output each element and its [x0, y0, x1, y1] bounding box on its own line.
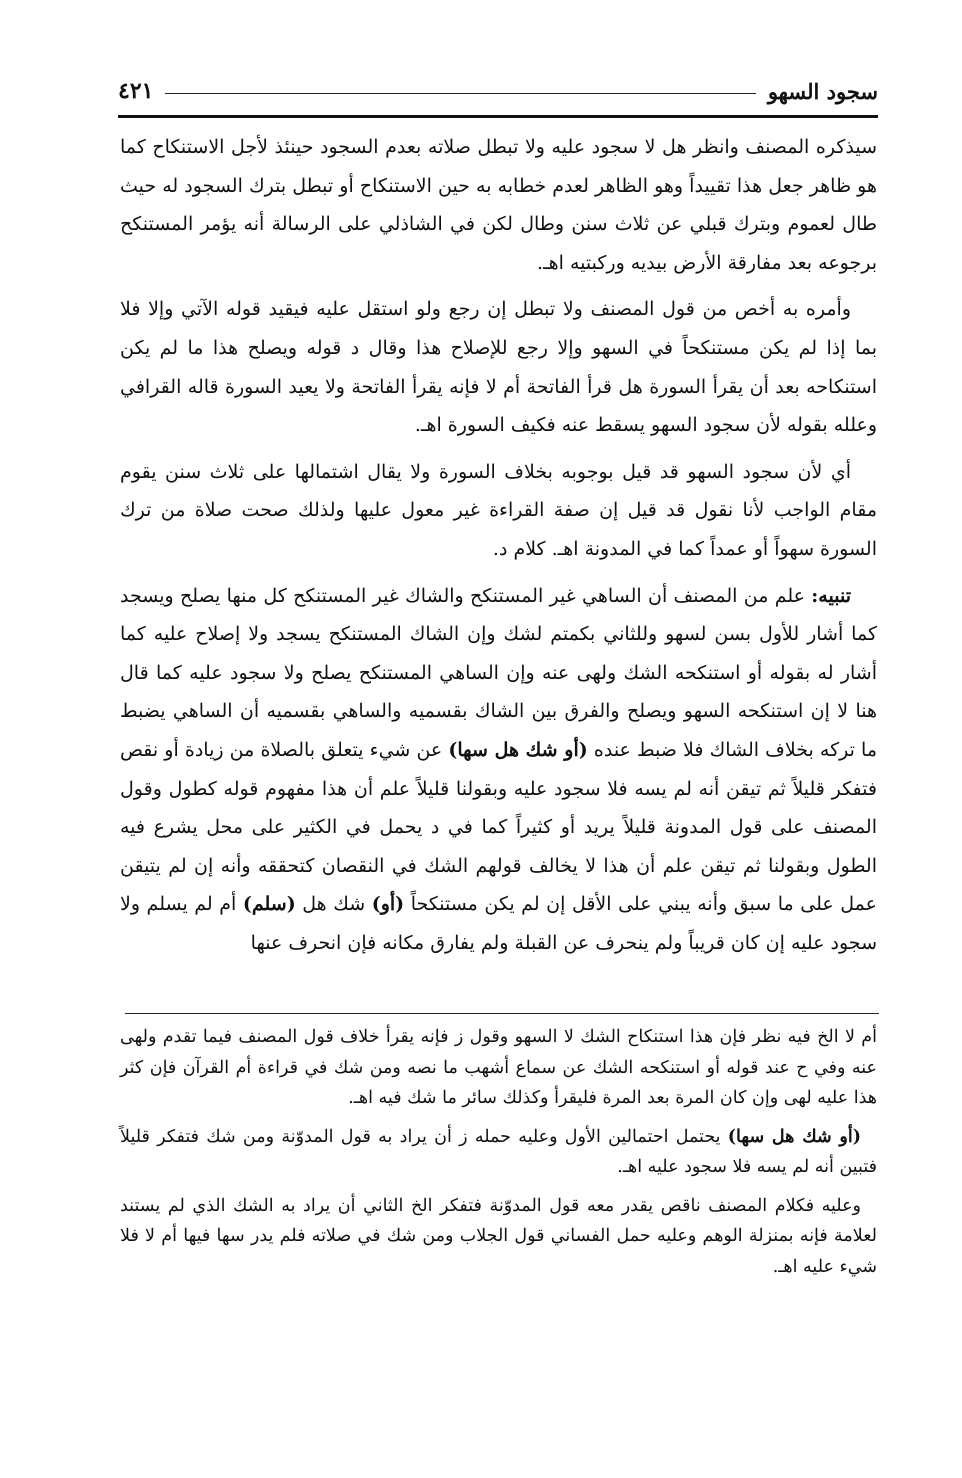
- paragraph-4-text-c: شك هل: [295, 893, 372, 916]
- main-text: [120, 128, 877, 970]
- paragraph-1: سيذكره المصنف وانظر هل لا سجود عليه ولا تبطل صلاته بعدم السجود حينئذ لأجل الاستنكاح كما هو ظاهر جعل هذا تقييداً وهو الظاهر لعدم خطابه به حين الاستنكاح أو تبطل بترك السجود له حيث طال لعموم وبترك قبلي عن ثلاث سنن وطال لكن في الشاذلي على الرسالة أنه يؤمر المستنكح برجوعه بعد مفارقة الأرض بيديه وركبتيه اهـ.: [120, 136, 877, 274]
- paragraph-3: أي لأن سجود السهو قد قيل بوجوبه بخلاف السورة ولا يقال اشتمالها على ثلاث سنن يقوم مقام الواجب لأنا نقول قد قيل إن صفة القراءة غير معول عليها ولذلك صحت صلاة من ترك السورة سهواً أو عمداً كما في المدونة اهـ. كلام د.: [120, 460, 877, 560]
- paragraph-4-text-d: أم لم يسلم ولا سجود عليه إن كان قريباً ولم ينحرف عن القبلة ولم يفارق مكانه فإن انحرف عنها: [120, 893, 877, 954]
- running-header: [118, 74, 878, 108]
- footnote-2-text: يحتمل احتمالين الأول وعليه حمله ز أن يراد به قول المدوّنة ومن شك فتفكر قليلاً فتبين أنه لم يسه فلا سجود عليه اهـ.: [120, 1126, 877, 1177]
- paragraph-4-text-b: عن شيء يتعلق بالصلاة من زيادة أو نقص فتفكر قليلاً ثم تيقن أنه لم يسه فلا سجود عليه وبقولنا قليلاً علم أن هذا مفهوم قوله كطول وقول المصنف على قول المدونة قليلاً يريد أو كثيراً كما في د يحمل في الكثير على محل يشرع فيه الطول وبقولنا ثم تيقن علم أن هذا لا يخالف قولهم الشك في النقصان كتحققه وأنه إن لم يتيقن عمل على ما سبق وأنه يبني على الأقل إن لم يكن مستنكحاً: [120, 738, 877, 916]
- paragraph-4: [120, 577, 877, 963]
- paragraph-2: وأمره به أخص من قول المصنف ولا تبطل إن رجع ولو استقل عليه فيقيد قوله الآتي وإلا فلا بما إذا لم يكن مستنكحاً في السهو وإلا رجع للإصلاح هذا وقال د قوله ويصلح هذا ما لم يكن استنكاحه بعد أن يقرأ السورة هل قرأ الفاتحة أم لا فإنه يقرأ الفاتحة ولا يعيد السورة قاله القرافي وعلله بقوله لأن سجود السهو يسقط عنه فكيف السورة اهـ.: [120, 298, 877, 437]
- footnotes: [120, 1022, 877, 1290]
- matn-quote-2: (أو): [371, 893, 405, 916]
- note-label: تنبيه:: [811, 584, 851, 607]
- header-line: [165, 93, 755, 94]
- header-rule: [118, 115, 878, 118]
- footnote-3: وعليه فكلام المصنف ناقص يقدر معه قول المدوّنة فتفكر الخ الثاني أن يراد به الشك الذي لم يستند لعلامة فإنه بمنزلة الوهم وعليه حمل الفساني قول الجلاب ومن شك في صلاته فلم يدر سها فيها أم لا فلا شيء عليه اهـ.: [120, 1195, 877, 1277]
- footnote-rule: [125, 1013, 879, 1014]
- footnote-2: [120, 1122, 877, 1183]
- header-title: سجود السهو: [767, 78, 878, 104]
- matn-quote-3: (سلم): [242, 893, 296, 916]
- footnote-quote: (أو شك هل سها): [727, 1126, 861, 1147]
- page-number: ٤٢١: [118, 78, 154, 104]
- paragraph-4-text-a: علم من المصنف أن الساهي غير المستنكح والشاك غير المستنكح كل منها يصلح ويسجد كما أشار للأول بسن لسهو وللثاني بكمتم لشك وإن الشاك المستنكح يسجد ولا إصلاح عليه كما أشار له بقوله أو استنكحه الشك ولهى عنه وإن الساهي المستنكح يصلح ولا سجود عليه كما قال هنا لا إن استنكحه السهو ويصلح والفرق بين الشاك بقسميه والساهي بقسميه أن الساهي يضبط ما تركه بخلاف الشاك فلا ضبط عنده: [120, 584, 877, 761]
- matn-quote-1: (أو شك هل سها): [448, 738, 588, 761]
- footnote-1: أم لا الخ فيه نظر فإن هذا استنكاح الشك لا السهو وقول ز فإنه يقرأ خلاف قول المصنف فيما تقدم ولهى عنه وفي ح عند قوله أو استنكحه الشك عن سماع أشهب ما نصه ومن شك في قراءة أم القرآن فإن كثر هذا عليه لهى وإن كان المرة بعد المرة فليقرأ وكذلك سائر ما شك فيه اهـ.: [120, 1027, 877, 1108]
